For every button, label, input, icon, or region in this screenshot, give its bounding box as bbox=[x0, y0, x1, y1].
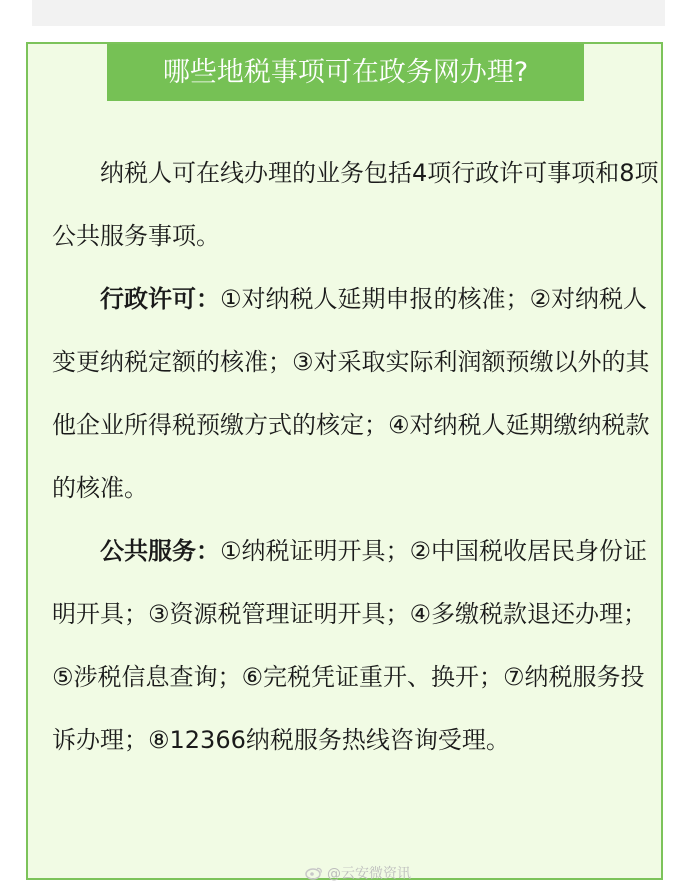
corner-watermark bbox=[506, 818, 676, 868]
public-service-label: 公共服务： bbox=[100, 537, 220, 565]
admin-license-text: ①对纳税人延期申报的核准；②对纳税人变更纳税定额的核准；③对采取实际利润额预缴以外的其他企业所得税预缴方式的核定；④对纳税人延期缴纳税款的核准。 bbox=[52, 285, 650, 502]
watermark-text: @云安微资讯 bbox=[327, 866, 411, 882]
source-watermark bbox=[305, 862, 455, 884]
admin-license-paragraph bbox=[52, 268, 662, 520]
main-content bbox=[52, 142, 662, 772]
intro-paragraph: 纳税人可在线办理的业务包括4项行政许可事项和8项公共服务事项。 bbox=[52, 159, 659, 250]
top-strip bbox=[32, 0, 665, 26]
public-service-text: ①纳税证明开具；②中国税收居民身份证明开具；③资源税管理证明开具；④多缴税款退还办理；⑤涉税信息查询；⑥完税凭证重开、换开；⑦纳税服务投诉办理；⑧12366纳税服务热线咨询受理。 bbox=[52, 537, 648, 754]
admin-license-label: 行政许可： bbox=[100, 285, 220, 313]
public-service-paragraph bbox=[52, 520, 662, 772]
weibo-icon bbox=[305, 866, 323, 880]
page-title: 哪些地税事项可在政务网办理? bbox=[107, 44, 584, 101]
